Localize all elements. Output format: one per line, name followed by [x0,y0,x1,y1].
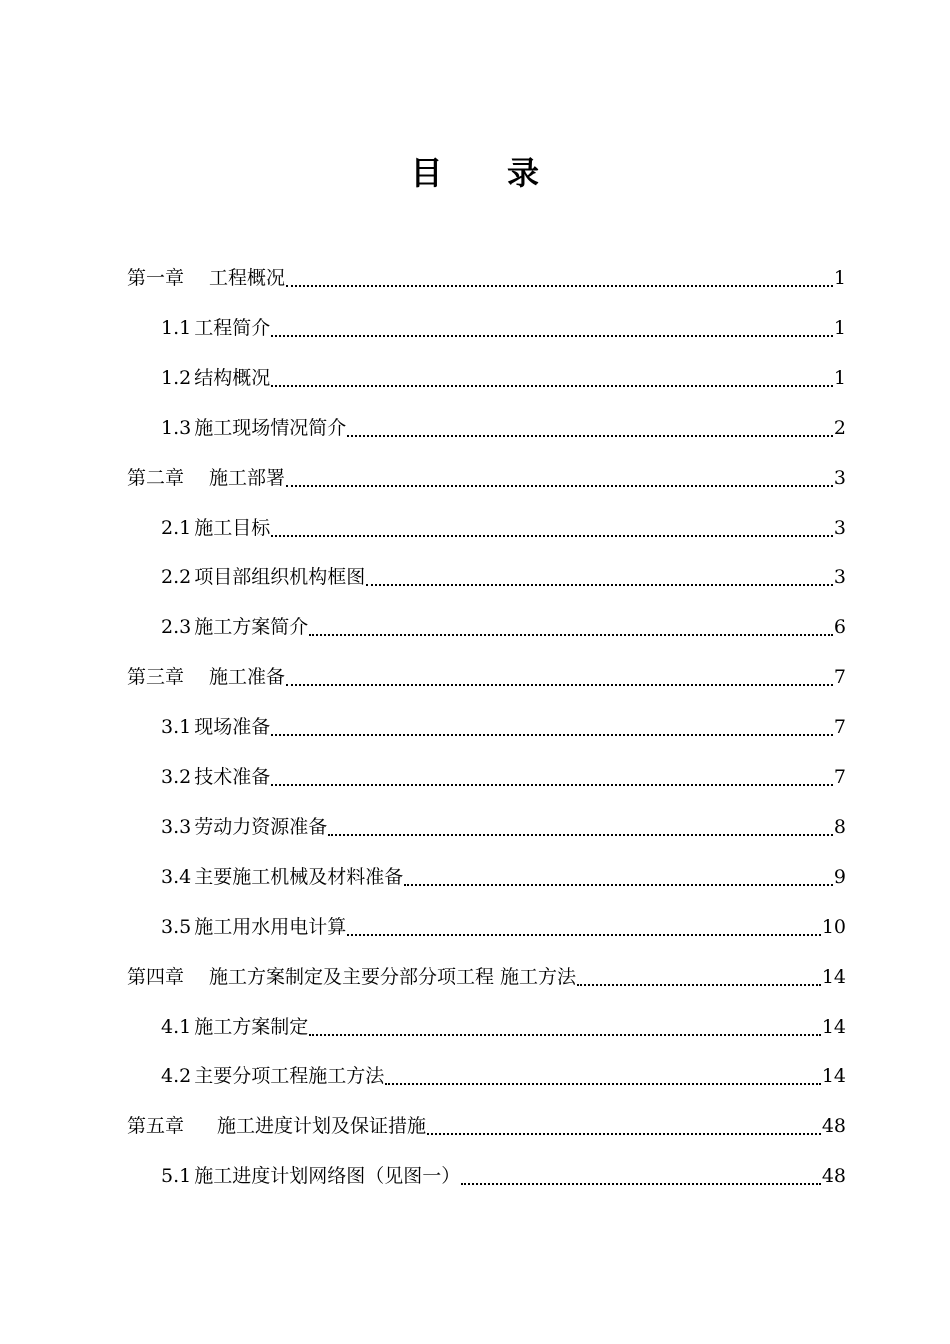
toc-page-number: 8 [833,815,846,838]
toc-dot-leader [286,684,833,686]
toc-dot-leader [271,784,833,786]
toc-entry-label [161,1007,308,1047]
toc-dot-leader [577,984,821,986]
toc-page-number: 3 [833,466,846,489]
toc-dot-leader [385,1083,821,1085]
toc-page-number: 3 [833,566,846,589]
toc-entry-title: 施工部署 [209,466,286,489]
toc-entry-title: 施工进度计划网络图（见图一） [194,1165,461,1188]
toc-dot-leader [309,1034,821,1036]
toc-chapter-entry[interactable] [127,458,846,498]
toc-section-entry[interactable] [161,358,846,398]
toc-entry-label [161,508,270,548]
toc-entry-title: 现场准备 [194,716,271,739]
toc-page-number: 14 [821,1015,846,1038]
toc-entry-number: 4.1 [161,1015,192,1038]
toc-section-entry[interactable] [161,607,846,647]
toc-section-entry[interactable] [161,907,846,947]
toc-entry-number: 第四章 [127,965,185,988]
page-title-char-2: 录 [507,154,540,192]
toc-entry-title: 工程概况 [209,267,286,289]
toc-entry-number: 1.2 [161,366,192,389]
toc-page-number: 14 [821,1065,846,1088]
toc-dot-leader [347,934,821,936]
toc-entry-label [127,458,285,498]
toc-entry-number: 3.4 [161,865,192,888]
toc-entry-label [161,607,308,647]
toc-dot-leader [427,1133,821,1135]
toc-dot-leader [271,335,833,337]
toc-entry-number: 3.2 [161,766,192,788]
toc-entry-title: 结构概况 [194,366,271,389]
toc-section-entry[interactable] [161,857,846,897]
toc-page-number: 7 [833,716,846,739]
toc-dot-leader [309,634,833,636]
toc-entry-label [161,358,270,398]
toc-section-entry[interactable] [161,807,846,847]
toc-dot-leader [271,734,833,736]
toc-entry-title: 主要施工机械及材料准备 [194,865,404,888]
toc-entry-title: 主要分项工程施工方法 [194,1065,385,1088]
toc-entry-label [161,557,365,597]
toc-entry-label [127,957,576,997]
toc-page-number: 48 [821,1115,846,1138]
toc-entry-number: 2.3 [161,616,192,639]
toc-section-entry[interactable] [161,1007,846,1047]
toc-entry-label [161,907,346,947]
toc-page-number: 7 [833,766,846,788]
toc-chapter-entry[interactable] [127,1106,846,1146]
page-title [0,148,950,194]
toc-dot-leader [404,884,833,886]
toc-page-number: 14 [821,965,846,988]
toc-entry-label [127,258,285,298]
toc-section-entry[interactable] [161,408,846,448]
toc-section-entry[interactable] [161,508,846,548]
toc-entry-title: 施工方案制定及主要分部分项工程 施工方法 [209,965,577,988]
toc-entry-title: 施工准备 [209,666,286,689]
toc-entry-label [161,1056,384,1096]
toc-entry-label [161,707,270,747]
toc-dot-leader [366,584,833,586]
toc-dot-leader [286,285,833,287]
toc-page-number: 7 [833,666,846,689]
toc-entry-number: 3.3 [161,815,192,838]
toc-entry-title: 工程简介 [194,316,271,339]
toc-section-entry[interactable] [161,557,846,597]
toc-entry-number: 第五章 [127,1115,185,1138]
toc-page-number: 3 [833,516,846,539]
toc-chapter-entry[interactable] [127,957,846,997]
toc-entry-number: 3.5 [161,915,192,938]
toc-page-number: 6 [833,616,846,639]
toc-entry-title: 施工用水用电计算 [194,915,347,938]
toc-page-number: 48 [821,1165,846,1188]
toc-section-entry[interactable] [161,757,846,797]
toc-dot-leader [271,535,833,537]
toc-entry-number: 第二章 [127,466,185,489]
toc-entry-number: 第三章 [127,666,185,689]
toc-entry-label [161,1156,460,1196]
toc-chapter-entry[interactable] [127,258,846,298]
toc-entry-number: 3.1 [161,716,192,739]
toc-dot-leader [461,1183,821,1185]
toc-entry-label [161,408,346,448]
toc-dot-leader [328,834,833,836]
toc-entry-number: 2.1 [161,516,192,539]
toc-entry-number: 2.2 [161,566,192,589]
toc-section-entry[interactable] [161,1156,846,1196]
toc-entry-label [161,757,270,797]
toc-page-number: 9 [833,865,846,888]
toc-page-number: 1 [833,366,846,389]
toc-entry-title: 施工现场情况简介 [194,416,347,439]
toc-entry-title: 施工方案制定 [194,1015,309,1038]
page-title-char-1: 目 [410,154,443,192]
toc-entry-label [127,657,285,697]
toc-entry-title: 项目部组织机构框图 [194,566,366,589]
toc-entry-label [161,308,270,348]
toc-section-entry[interactable] [161,1056,846,1096]
toc-entry-number: 5.1 [161,1165,192,1188]
toc-entry-number: 1.3 [161,416,192,439]
toc-entry-title: 技术准备 [194,766,271,788]
toc-page-number: 10 [821,915,846,938]
toc-entry-label [161,857,403,897]
toc-entry-number: 第一章 [127,267,185,289]
toc-entry-number: 4.2 [161,1065,192,1088]
toc-section-entry[interactable] [161,707,846,747]
toc-page-number: 2 [833,416,846,439]
toc-dot-leader [271,385,833,387]
toc-entry-title: 施工进度计划及保证措施 [217,1115,427,1138]
toc-section-entry[interactable] [161,308,846,348]
toc-dot-leader [286,485,833,487]
toc-entry-label [127,1106,426,1146]
toc-entry-title: 施工方案简介 [194,616,309,639]
toc-entry-title: 劳动力资源准备 [194,815,328,838]
toc-page-number: 1 [833,267,846,289]
toc-dot-leader [347,435,833,437]
toc-entry-title: 施工目标 [194,516,271,539]
toc-entry-number: 1.1 [161,316,192,339]
toc-entry-label [161,807,327,847]
toc-page-number: 1 [833,316,846,339]
toc-chapter-entry[interactable] [127,657,846,697]
